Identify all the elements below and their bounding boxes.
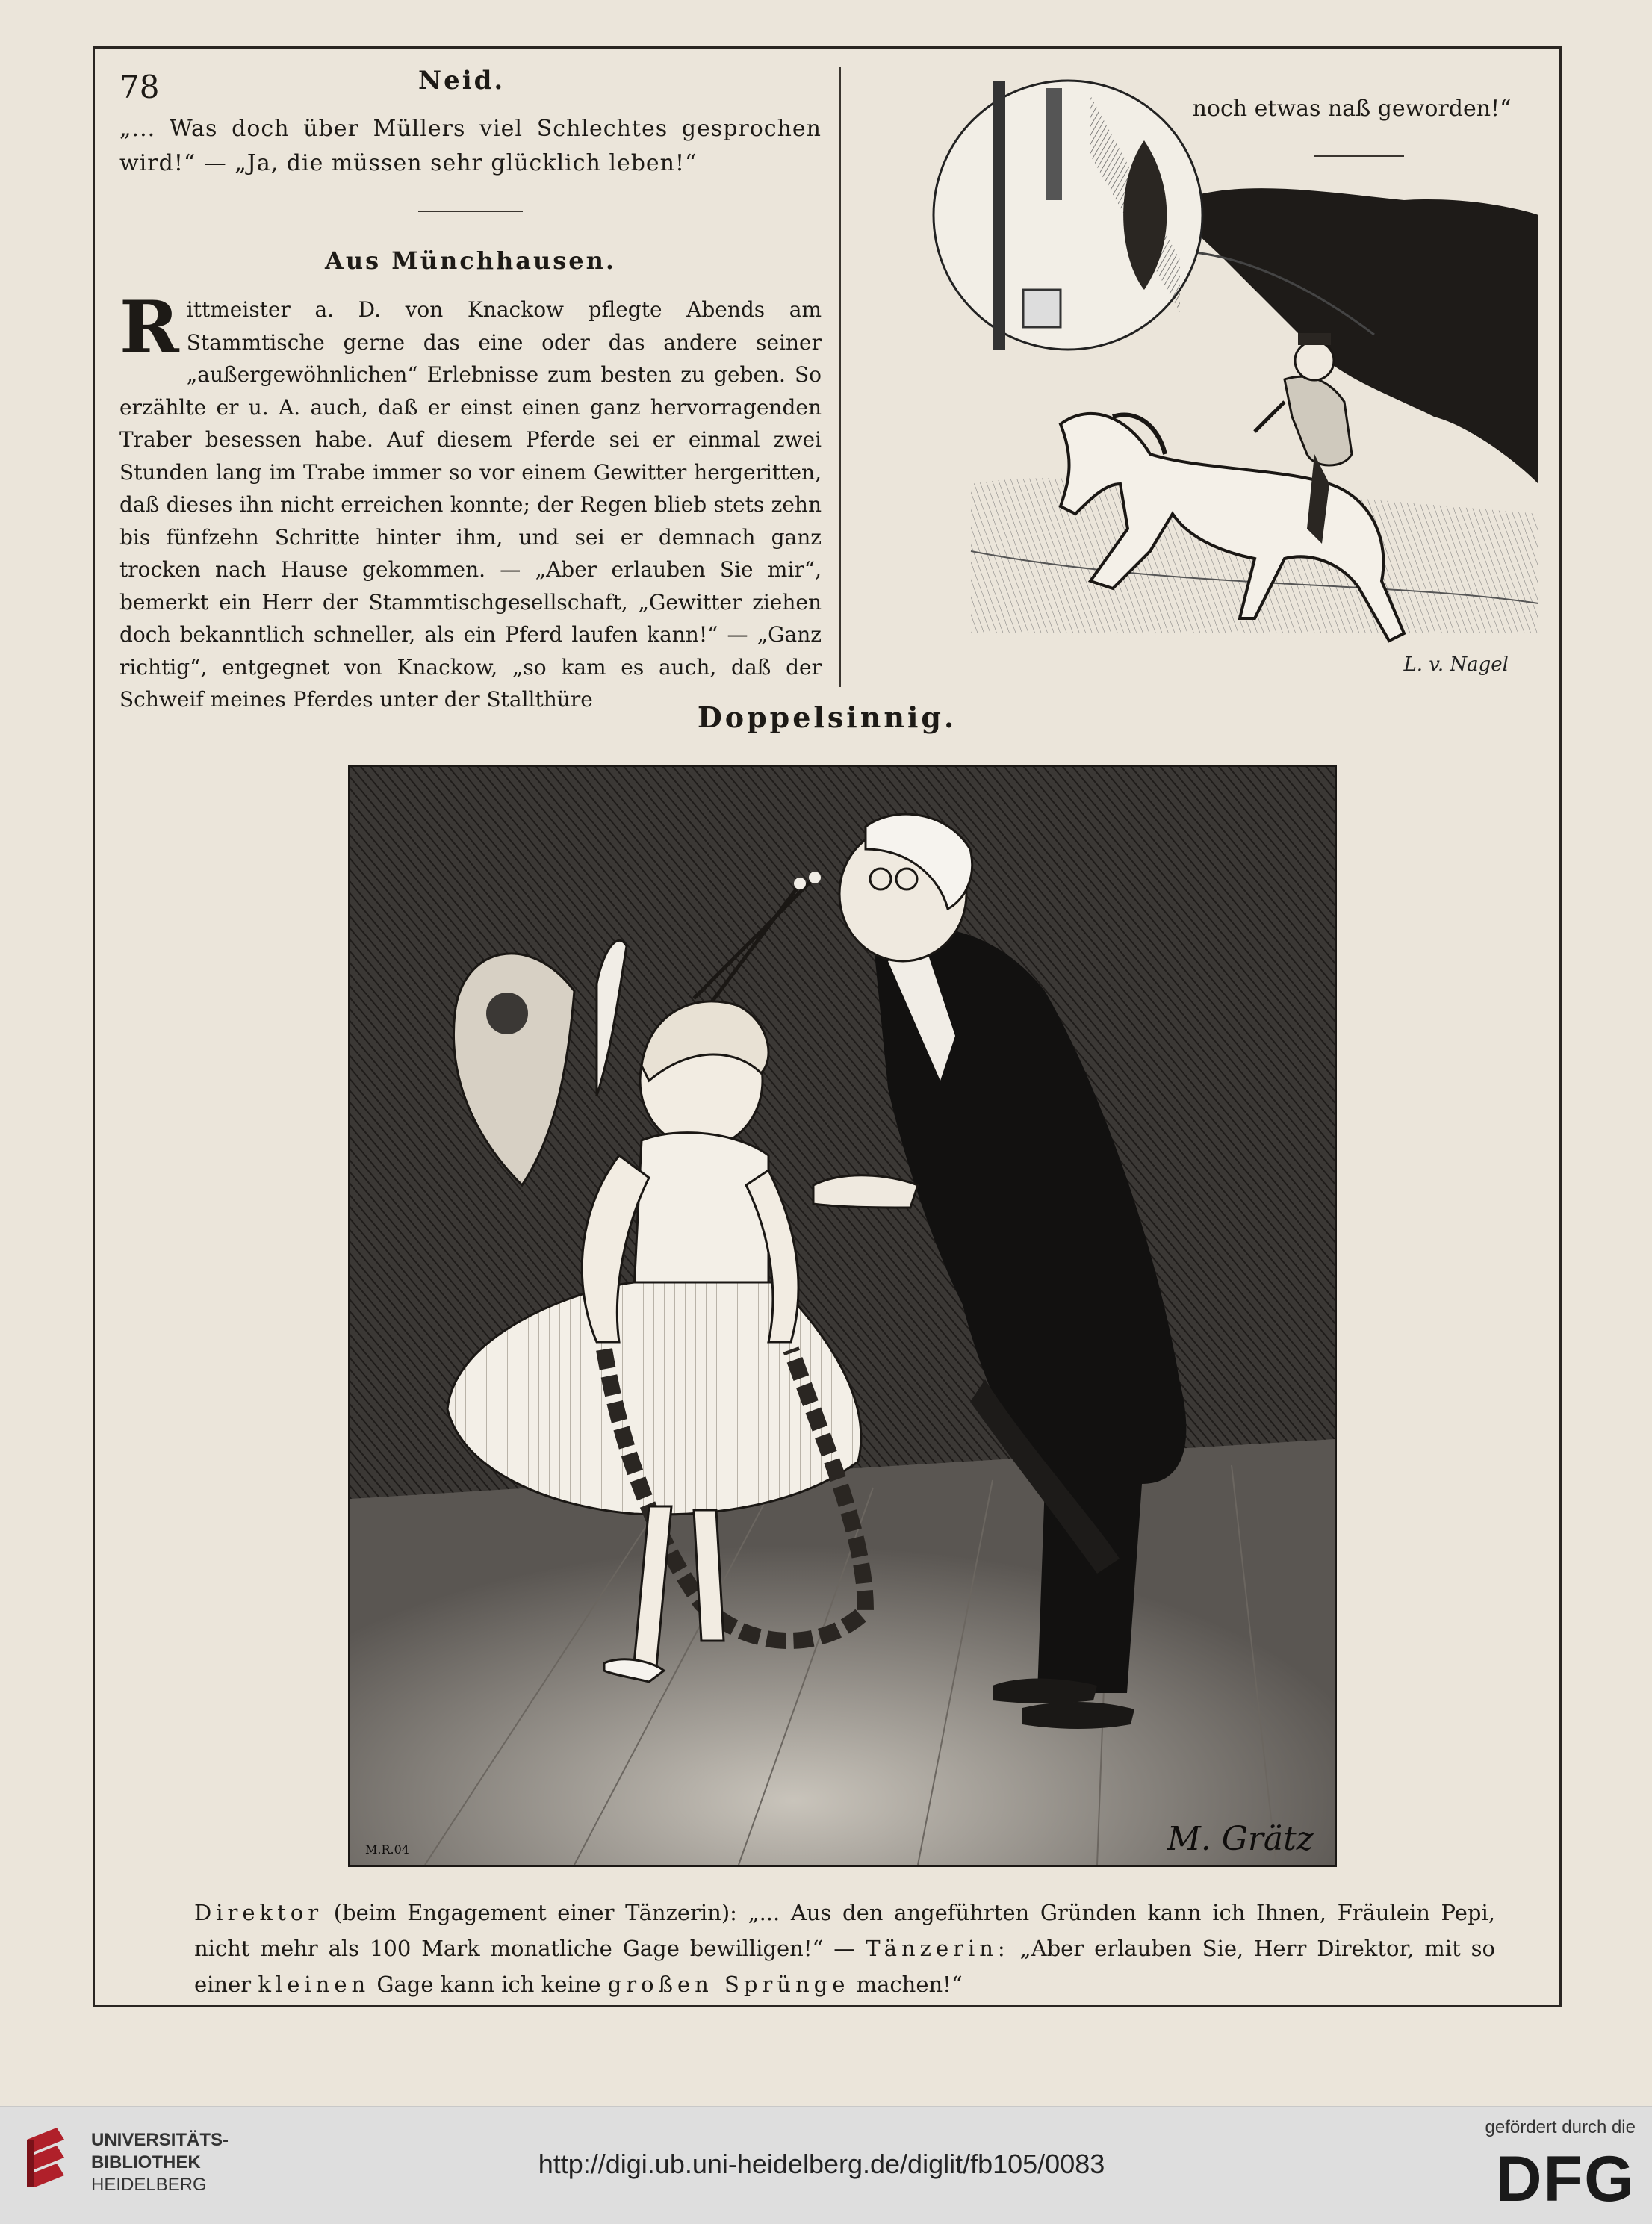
artist-signature: M. Grätz: [1167, 1820, 1314, 1858]
dfg-logo: DFG: [1495, 2143, 1636, 2215]
caption-dancer: Tänzerin:: [866, 1936, 1010, 1961]
caption-text-2: „Aber erlauben Sie, Herr Direktor, mit so einer: [194, 1936, 1495, 1997]
caption-text-4: machen!“: [849, 1972, 963, 1997]
column-divider: [839, 67, 841, 687]
library-logo-icon: [19, 2125, 84, 2199]
doppelsinnig-title: Doppelsinnig.: [697, 701, 957, 734]
dancer-drawing: [350, 767, 1335, 1865]
caption-kleinen: kleinen: [258, 1972, 370, 1997]
section-rule: [418, 211, 523, 212]
page-number: 78: [119, 69, 160, 105]
caption-text-3: Gage kann ich keine: [370, 1972, 608, 1997]
muenchhausen-body: ittmeister a. D. von Knackow pflegte Abends am Stammtische gerne das eine oder das andere seiner „außergewöhnlichen“ Erlebnisse zum besten zu geben. So erzählte er u. A. auch, daß er einst einen ganz hervorragenden Traber besessen habe. Auf diesem Pferde sei er einmal zwei Stunden lang im Trabe immer so vor einem Gewitter hergeritten, daß dieses ihn nicht erreichen konnte; der Regen blieb stets zehn bis fünfzehn Schritte hinter ihm, und sei er demnach ganz trocken nach Hause gekommen. — „Aber erlauben Sie mir“, bemerkt ein Herr der Stammtischgesellschaft, „Gewitter ziehen doch bekanntlich schneller, als ein Pferd laufen kann!“ — „Ganz richtig“, entgegnet von Knackow, „so kam es auch, daß der Schweif meines Pferdes unter der Stallthüre: [119, 297, 822, 712]
library-line-1: UNIVERSITÄTS-: [91, 2130, 229, 2150]
caption-spruenge: großen Sprünge: [607, 1972, 850, 1997]
muenchhausen-title: Aus Münchhausen.: [325, 246, 616, 275]
muenchhausen-text: [119, 285, 822, 716]
library-line-3: HEIDELBERG: [91, 2175, 207, 2195]
monogram: M.R.04: [365, 1842, 409, 1857]
neid-text: „... Was doch über Müllers viel Schlechtes gesprochen wird!“ — „Ja, die müssen sehr glücklich leben!“: [119, 116, 822, 176]
doppelsinnig-caption: [194, 1895, 1495, 2002]
rider-signature: L. v. Nagel: [1403, 653, 1509, 676]
permalink-url[interactable]: http://digi.ub.uni-heidelberg.de/diglit/fb105/0083: [538, 2149, 1105, 2179]
library-line-2: BIBLIOTHEK: [91, 2152, 201, 2172]
dropcap: R: [119, 285, 179, 370]
caption-director: Direktor: [194, 1900, 323, 1925]
neid-title: Neid.: [418, 66, 506, 96]
library-name: [91, 2129, 229, 2196]
funded-by-label: gefördert durch die: [1485, 2117, 1636, 2137]
caption-text-1: (beim Engagement einer Tänzerin): „... Aus den angeführten Gründen kann ich Ihnen, Fräulein Pepi, nicht mehr als 100 Mark monatliche Gage bewilligen!“ —: [194, 1900, 1495, 1961]
rider-illustration: [866, 66, 1546, 693]
dancer-illustration: [348, 765, 1337, 1867]
footer-bar: [0, 2106, 1652, 2224]
muenchhausen-continuation: noch etwas naß geworden!“: [1192, 96, 1512, 122]
